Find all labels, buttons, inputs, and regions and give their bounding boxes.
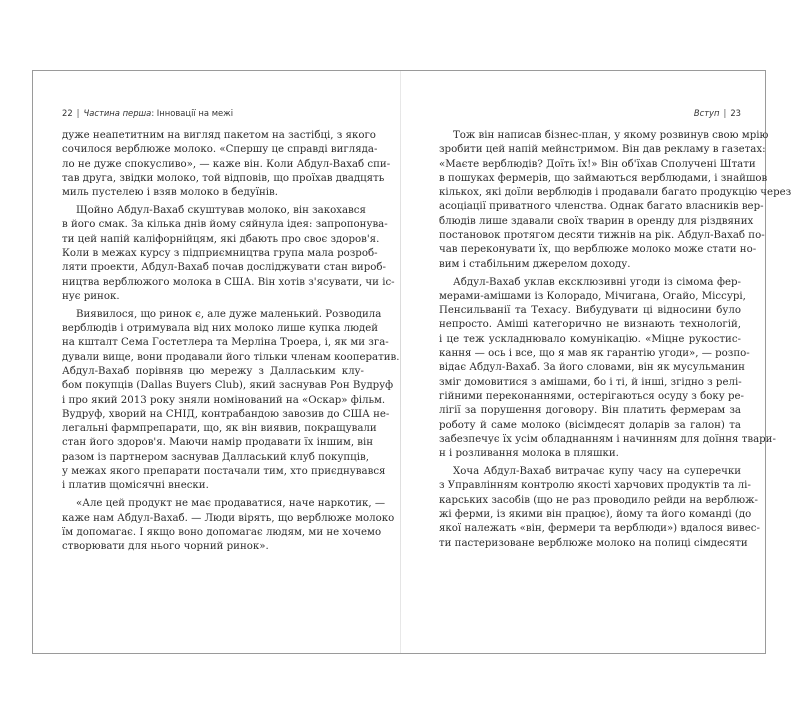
text-line: ляти проекти, Абдул-Вахаб почав досліджувати стан вироб- [62, 262, 386, 274]
text-line: «Маєте верблюдів? Доїть їх!» Він об'їхав Сполучені Штати [439, 158, 756, 170]
right-header-section-italic: Вступ [693, 108, 720, 118]
text-line: дуже неапетитним на вигляд пакетом на застібці, з якого [62, 130, 376, 141]
text-line: на кшталт Сема Гостетлера та Мерліна Троера, і, як ми зга- [62, 337, 389, 349]
text-line: кількох, які доїли верблюдів і продавали багато продукцію через [439, 187, 792, 199]
right-page-body [439, 129, 792, 551]
text-line: якої належать «він, фермери та верблюди») вдалося вивес- [439, 523, 760, 535]
text-line: мерами-амішами із Колорадо, Мічигана, Огайо, Міссурі, [439, 290, 746, 302]
text-line: Абдул-Вахаб порівняв цю мережу з Даллаським клу- [62, 365, 364, 377]
left-page-number: 22 [62, 108, 73, 118]
text-line: постановок протягом десяти тижнів на рік. Абдул-Вахаб по- [439, 230, 765, 242]
text-line: тав друга, звідки молоко, той відповів, що проїхав двадцять [62, 172, 385, 184]
text-line: сочилося верблюже молоко. «Спершу це справді виглядa- [62, 144, 378, 156]
text-line: Пенсильванії та Техасу. Вибудувати ці відносини було [439, 305, 741, 317]
text-line: ло не дуже спокусливо», — каже він. Коли Абдул-Вахаб спи- [62, 158, 391, 170]
right-header-separator: | [723, 108, 727, 118]
text-line: «Але цей продукт не має продаватися, наче наркотик, — [76, 498, 386, 510]
text-line: гійними переконаннями, остерігаються осуду з боку ре- [439, 390, 744, 402]
text-line: жі ферми, із якими він працює), йому та його команді (до [439, 508, 752, 520]
text-line: ництва верблюжого молока в США. Він хотів з'ясувати, чи іс- [62, 276, 395, 288]
left-header-part-italic: Частина перша [83, 108, 152, 118]
text-line: і платив щомісячні внески. [62, 480, 209, 492]
text-line: н і розливання молока в пляшки. [439, 448, 619, 460]
text-line: в пошуках фермерів, що займаються верблюдами, і знайшов [439, 172, 768, 184]
text-line: легальні фармпрепарати, що, як він виявив, покращували [62, 423, 377, 435]
text-line: разом із партнером заснував Далласький клуб покупців, [62, 451, 369, 463]
text-line: ти цей напій каліфорнійцям, які дбають про своє здоров'я. [62, 233, 380, 245]
text-line: забезпечує їх усім обладнанням і начинням для доїння твари- [439, 433, 776, 445]
left-header-part-rest: : Інновації на межі [151, 108, 234, 118]
text-line: у межах якого препарати постачали тим, хто приєднувався [62, 466, 386, 478]
text-line: непросто. Аміші категорично не визнають технологій, [439, 319, 741, 331]
text-line: миль пустелею і взяв молоко в бедуїнів. [62, 187, 279, 199]
text-line: створювати для нього чорний ринок». [62, 541, 269, 553]
text-line: роботу й саме молоко (вісімдесят доларів за галон) та [439, 419, 741, 431]
text-line: з Управлінням контролю якості харчових продуктів та лі- [439, 480, 751, 492]
text-line: їм допомагає. І якщо воно допомагає людям, ми не хочемо [62, 526, 382, 538]
text-line: асоціації приватного членства. Однак багато власників вер- [439, 201, 764, 213]
right-page [439, 107, 792, 551]
text-line: дували вище, вони продавали його тільки членам кооператив. [62, 351, 400, 363]
text-line: стан його здоров'я. Маючи намір продавати їх іншим, він [62, 437, 374, 449]
text-line: верблюдів і отримувала від них молоко лише купка людей [62, 323, 379, 335]
left-page-body [62, 129, 400, 554]
text-line: кання — ось і все, що я мав як гарантію угоди», — розпо- [439, 348, 750, 360]
text-line: відає Абдул-Вахаб. За його словами, він як мусульманин [439, 362, 745, 374]
text-line: вим і стабільним джерелом доходу. [439, 258, 631, 270]
text-line: і про який 2013 року зняли номінований на «Оскар» фільм. [62, 394, 386, 406]
text-line: Тож він написав бізнес-план, у якому розвинув свою мрію [453, 130, 769, 141]
text-line: блюдів лише здавали своїх тварин в оренду для різдвяних [439, 215, 754, 227]
text-line: бом покупців (Dallas Buyers Club), який заснував Рон Вудруф [62, 380, 394, 392]
text-line: чав переконувати їх, що верблюже молоко може стати но- [439, 244, 757, 256]
right-running-header [439, 107, 741, 120]
right-page-number: 23 [730, 108, 741, 118]
text-line: в його смак. За кілька днів йому сяйнула ідея: запропонува- [62, 219, 388, 231]
text-line: Коли в межах курсу з підприємництва група мала розроб- [62, 247, 378, 259]
text-line: ти пастеризоване верблюже молоко на полиці сімдесяти [439, 537, 748, 549]
text-line: зробити цей напій мейнстримом. Він дав рекламу в газетах: [439, 144, 766, 156]
text-line: і це теж ускладнювало комунікацію. «Міцне рукостис- [439, 333, 741, 345]
text-line: Щойно Абдул-Вахаб скуштував молоко, він закохався [76, 205, 366, 217]
book-spread [32, 70, 792, 654]
book-gutter [400, 71, 401, 653]
text-line: Виявилося, що ринок є, але дуже маленький. Розводила [76, 308, 382, 320]
text-line: нує ринок. [62, 290, 120, 302]
left-header-separator: | [76, 108, 80, 118]
text-line: каже нам Абдул-Вахаб. — Люди вірять, що верблюже молоко [62, 512, 395, 524]
text-line: Абдул-Вахаб уклав ексклюзивні угоди із сімома фер- [453, 276, 741, 288]
text-line: Хоча Абдул-Вахаб витрачає купу часу на суперечки [453, 466, 741, 478]
left-page [62, 107, 400, 554]
left-running-header [62, 107, 364, 120]
text-line: лігії за порушення договору. Він платить фермерам за [439, 405, 741, 417]
text-line: Вудруф, хворий на СНІД, контрабандою завозив до США не- [62, 408, 390, 420]
text-line: карських засобів (що не раз проводило рейди на верблюж- [439, 494, 758, 506]
text-line: зміг домовитися з амішами, бо і ті, й інші, згідно з релі- [439, 376, 742, 388]
